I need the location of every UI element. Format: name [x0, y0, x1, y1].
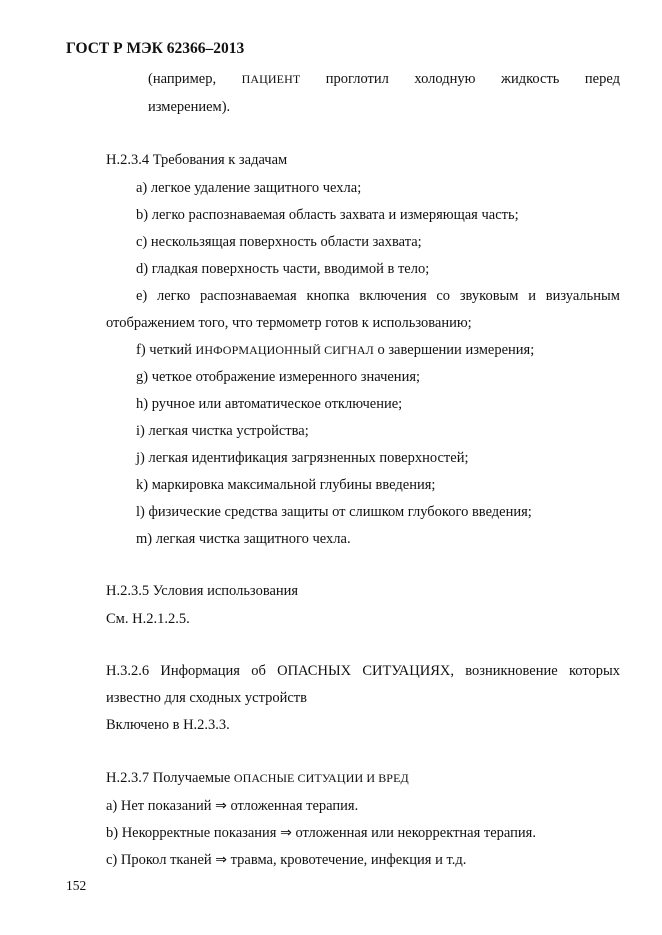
hazard-item-b-cause: b) Некорректные показания: [106, 825, 281, 841]
list-item-h: h) ручное или автоматическое отключение;: [136, 396, 403, 412]
word: кнопка: [306, 288, 350, 304]
list-item-a: а) легкое удаление защитного чехла;: [136, 180, 362, 196]
word: со: [436, 288, 451, 304]
list-item-e: [136, 287, 620, 305]
section-heading-h326: [106, 662, 620, 680]
implies-arrow-icon: ⇒: [280, 825, 292, 841]
hazardous-situations-term: ОПАСНЫЕ СИТУАЦИИ И ВРЕД: [233, 771, 409, 785]
word: жидкость: [500, 71, 560, 87]
word: об: [251, 663, 266, 679]
document-header: ГОСТ Р МЭК 62366–2013: [66, 40, 245, 57]
list-item-f: [136, 341, 534, 359]
hazard-item-a-effect: отложенная терапия.: [226, 798, 359, 814]
list-item-m: m) легкая чистка защитного чехла.: [136, 531, 351, 547]
list-item-f-tail: о завершении измерения;: [373, 342, 535, 358]
word: легко: [157, 288, 191, 304]
list-item-g: g) четкое отображение измеренного значения;: [136, 369, 421, 385]
list-item-l: l) физические средства защиты от слишком глубокого введения;: [136, 504, 532, 520]
list-item-j: j) легкая идентификация загрязненных поверхностей;: [136, 450, 469, 466]
word: СИТУАЦИЯХ,: [362, 663, 454, 679]
section-h326-text: Включено в Н.2.3.3.: [106, 717, 230, 733]
word: Информация: [160, 663, 240, 679]
section-heading-h326-line-2: известно для сходных устройств: [106, 690, 307, 706]
section-h237-label: Н.2.3.7 Получаемые: [106, 770, 234, 786]
word: Н.3.2.6: [106, 663, 150, 679]
implies-arrow-icon: ⇒: [215, 852, 228, 868]
paragraph-continuation-line-1: [148, 70, 620, 88]
word: звуковым: [459, 288, 519, 304]
section-heading-h237: [106, 769, 409, 787]
hazard-item-b-effect: отложенная или некорректная терапия.: [291, 825, 536, 841]
word: распознаваемая: [199, 288, 297, 304]
implies-arrow-icon: ⇒: [215, 798, 227, 814]
word: и: [528, 288, 536, 304]
list-item-b: b) легко распознаваемая область захвата и измеряющая часть;: [136, 207, 519, 223]
word: включения: [359, 288, 427, 304]
hazard-item-c: [106, 851, 466, 869]
list-item-i: i) легкая чистка устройства;: [136, 423, 309, 439]
section-heading-h235: Н.2.3.5 Условия использования: [106, 583, 299, 599]
list-item-c: с) нескользящая поверхность области захвата;: [136, 234, 422, 250]
list-item-f-text: f) четкий: [136, 342, 196, 358]
word: перед: [584, 71, 620, 87]
word: холодную: [414, 71, 476, 87]
hazard-item-a: [106, 797, 358, 815]
word: (например,: [148, 71, 217, 87]
hazard-item-c-cause: с) Прокол тканей: [106, 852, 216, 868]
word: возникновение: [465, 663, 558, 679]
hazard-item-c-effect: травма, кровотечение, инфекция и т.д.: [227, 852, 467, 868]
section-heading-h234: Н.2.3.4 Требования к задачам: [106, 152, 288, 168]
paragraph-continuation-line-2: измерением).: [148, 99, 231, 115]
word: ОПАСНЫХ: [277, 663, 352, 679]
word: е): [136, 288, 148, 304]
word: которых: [568, 663, 620, 679]
word-patient: ПАЦИЕНТ: [241, 72, 301, 86]
hazard-item-b: [106, 824, 536, 842]
list-item-k: k) маркировка максимальной глубины введения;: [136, 477, 436, 493]
list-item-d: d) гладкая поверхность части, вводимой в тело;: [136, 261, 430, 277]
word: визуальным: [545, 288, 620, 304]
hazard-item-a-cause: а) Нет показаний: [106, 798, 216, 814]
word: проглотил: [325, 71, 389, 87]
list-item-e-continuation: отображением того, что термометр готов к использованию;: [106, 315, 472, 331]
section-h235-text: См. Н.2.1.2.5.: [106, 611, 190, 627]
page-number: 152: [66, 878, 87, 893]
information-signal-term: ИНФОРМАЦИОННЫЙ СИГНАЛ: [195, 343, 374, 357]
